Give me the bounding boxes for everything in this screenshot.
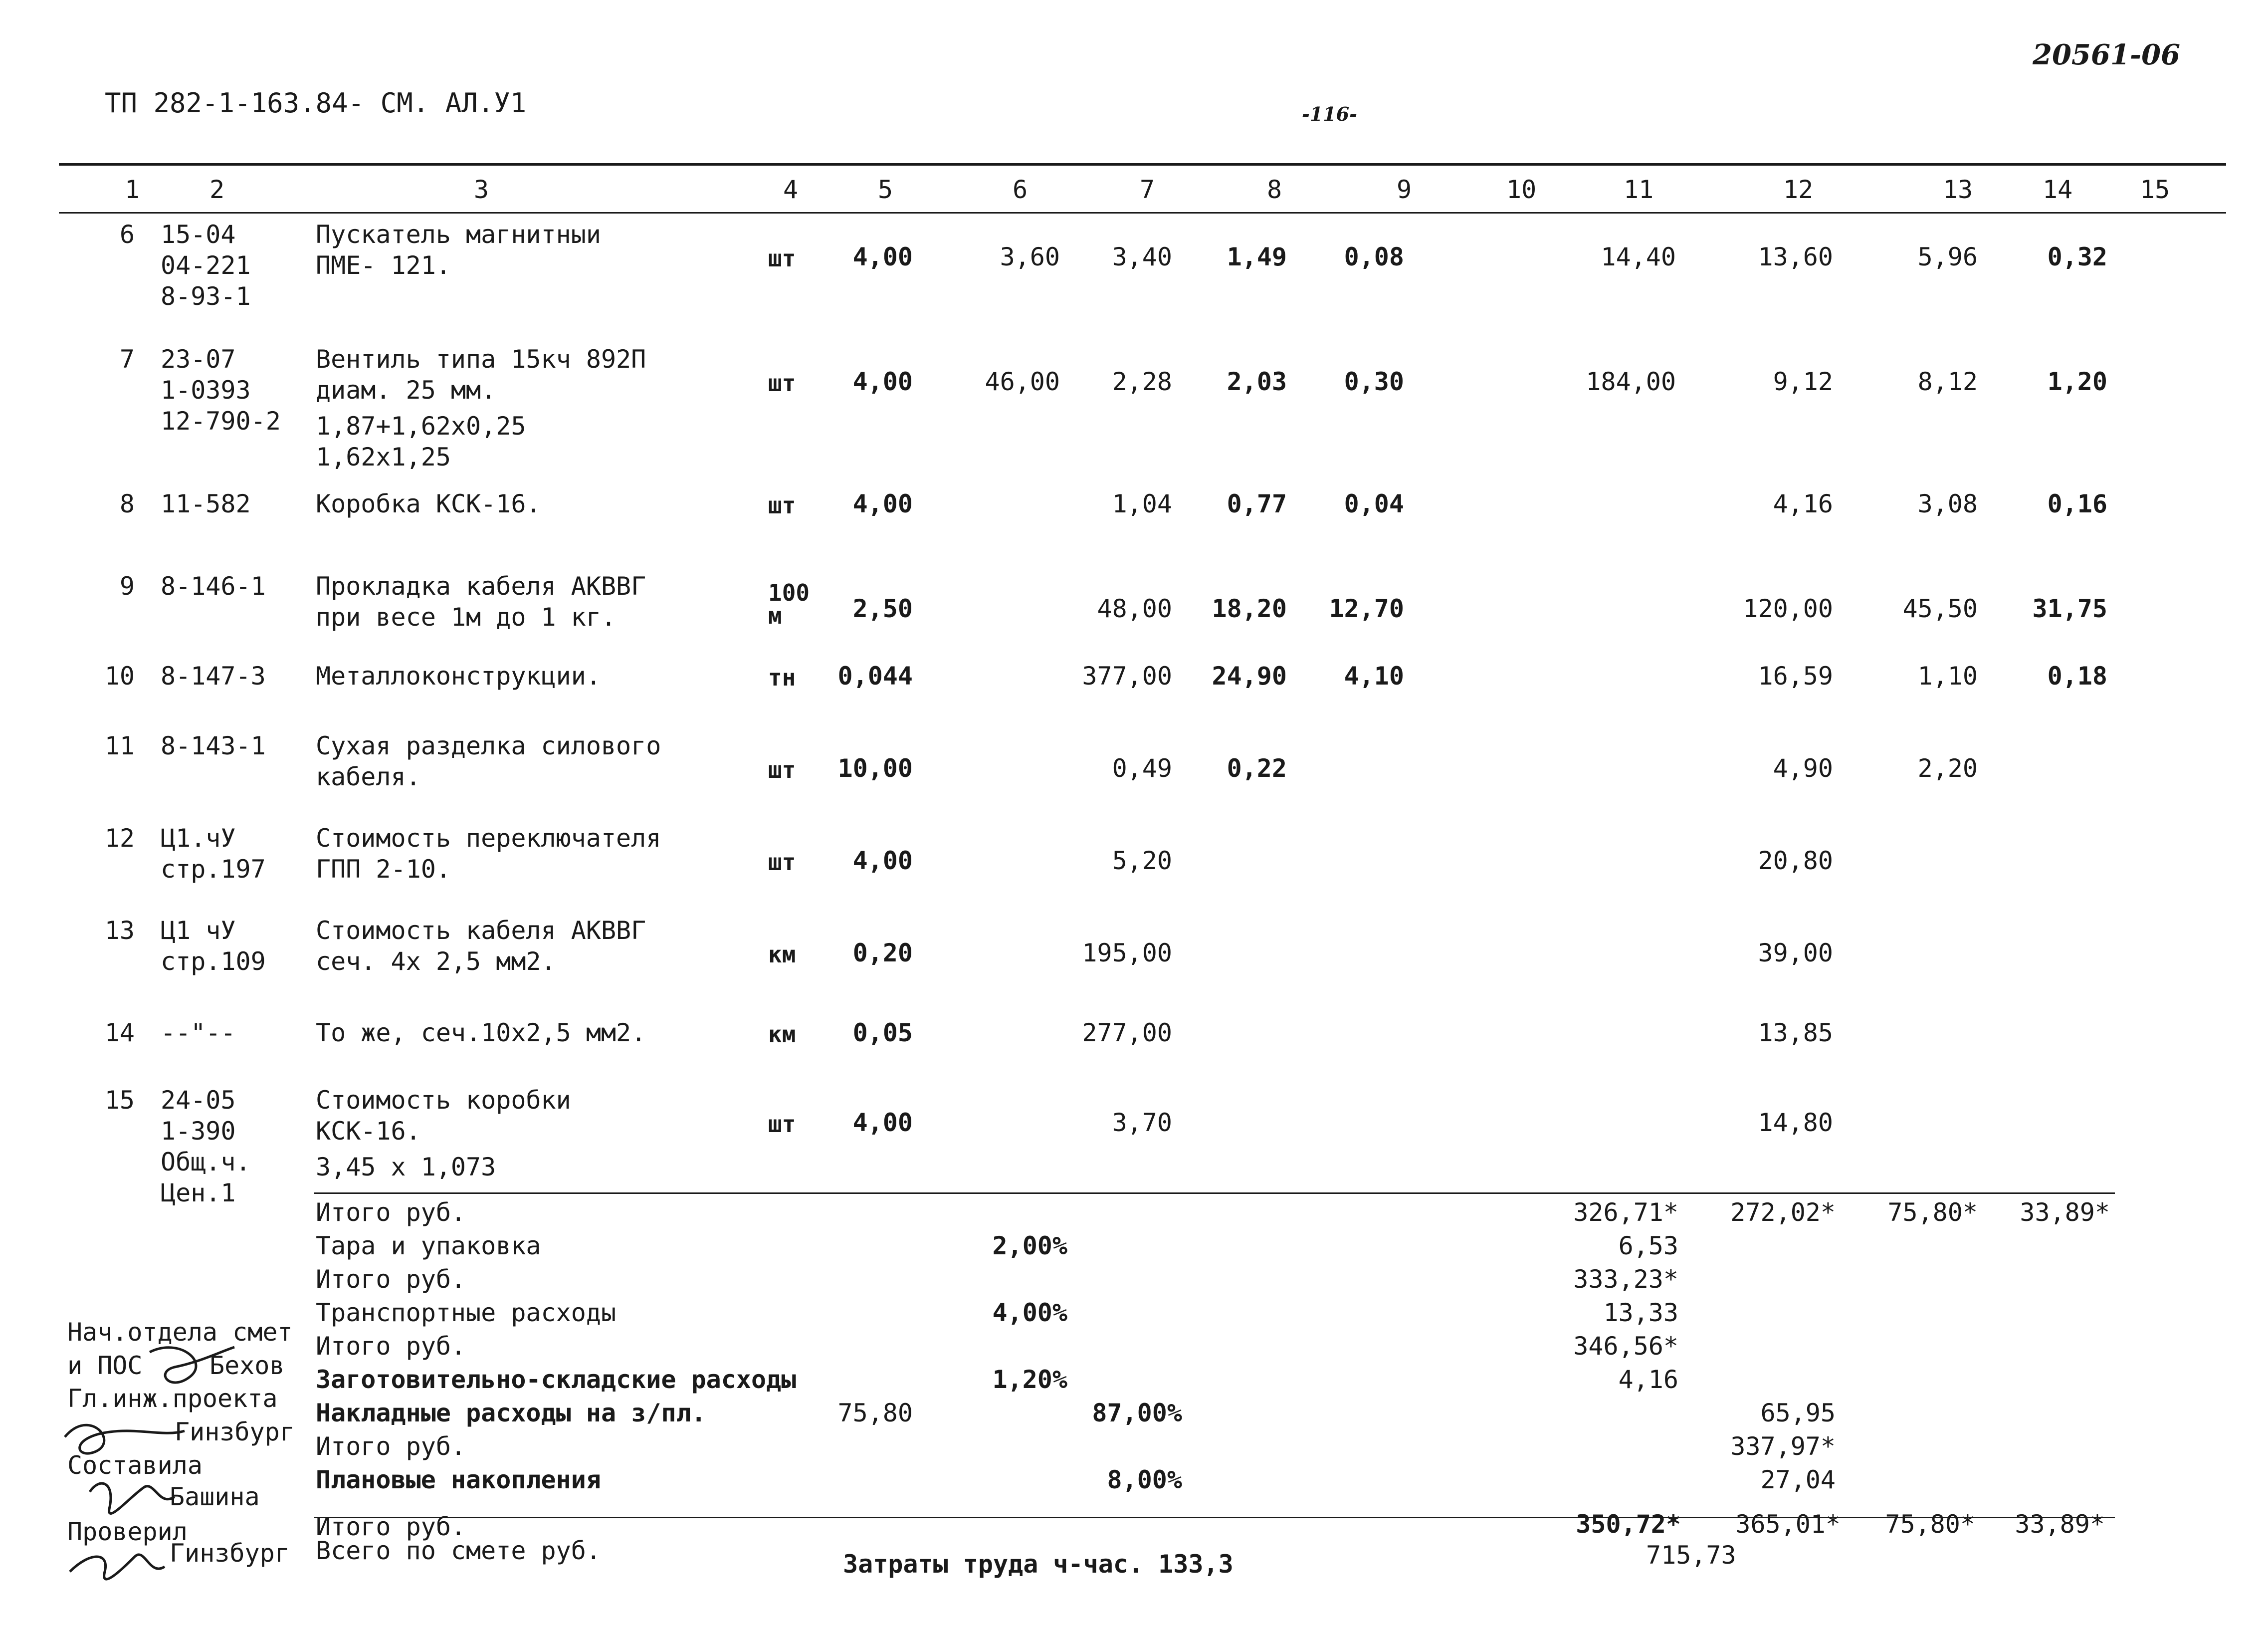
cell-qty: 4,00 bbox=[852, 489, 913, 518]
rows-bottom-rule bbox=[314, 1192, 2115, 1194]
cell-c7: 0,49 bbox=[1112, 754, 1172, 783]
grand-total-value: 715,73 bbox=[1646, 1541, 1736, 1570]
cell-c14: 0,16 bbox=[2047, 489, 2107, 518]
summary-label: Итого руб. bbox=[316, 1332, 466, 1361]
item-name: Вентиль типа 15кч 892П bbox=[316, 345, 646, 374]
cell-c9: 4,10 bbox=[1344, 662, 1404, 691]
summary-label: Итого руб. bbox=[316, 1265, 466, 1294]
price-code: 12-790-2 bbox=[161, 407, 281, 436]
summary-label: Итого руб. bbox=[316, 1432, 466, 1461]
column-number-7: 7 bbox=[1140, 175, 1155, 204]
row-number: 15 bbox=[104, 1086, 135, 1115]
summary-label: Транспортные расходы bbox=[316, 1298, 617, 1327]
unit-of-measure: 100 м bbox=[768, 579, 810, 629]
item-name: кабеля. bbox=[316, 762, 421, 791]
price-code: 1-390 bbox=[161, 1117, 236, 1146]
cell-qty: 2,50 bbox=[852, 594, 913, 623]
row-number: 6 bbox=[119, 220, 135, 249]
item-name: 1,87+1,62х0,25 bbox=[316, 412, 526, 441]
summary-label: Итого руб. bbox=[316, 1198, 466, 1227]
cell-c12: 14,80 bbox=[1758, 1108, 1833, 1137]
price-code: --"-- bbox=[161, 1018, 236, 1047]
cell-c14: 1,20 bbox=[2047, 367, 2107, 396]
price-code: 8-147-3 bbox=[161, 662, 266, 691]
summary-c12: 272,02* bbox=[1730, 1198, 1836, 1227]
summary-label: Плановые накопления bbox=[316, 1465, 601, 1494]
price-code: 11-582 bbox=[161, 489, 251, 518]
cell-c7: 3,40 bbox=[1112, 242, 1172, 271]
cell-qty: 0,20 bbox=[852, 938, 913, 967]
row-number: 13 bbox=[104, 916, 135, 945]
summary-c7: 87,00% bbox=[1092, 1399, 1182, 1427]
item-name: Сухая разделка силового bbox=[316, 731, 661, 760]
column-number-10: 10 bbox=[1506, 175, 1537, 204]
price-code: 8-146-1 bbox=[161, 572, 266, 601]
cell-c12: 39,00 bbox=[1758, 938, 1833, 967]
signature-line-4: Составила bbox=[67, 1451, 203, 1480]
summary-c12: 65,95 bbox=[1760, 1399, 1836, 1427]
summary-label: Заготовительно-складские расходы bbox=[316, 1365, 797, 1394]
price-code: Цен.1 bbox=[161, 1178, 236, 1207]
cell-c12: 16,59 bbox=[1758, 662, 1833, 691]
price-code: 15-04 bbox=[161, 220, 236, 249]
column-number-15: 15 bbox=[2140, 175, 2170, 204]
cell-qty: 4,00 bbox=[852, 1108, 913, 1137]
cell-c7: 195,00 bbox=[1082, 938, 1172, 967]
unit-of-measure: шт bbox=[768, 370, 796, 397]
signature-line-2: и ПОС bbox=[67, 1351, 143, 1380]
unit-of-measure: тн bbox=[768, 664, 796, 691]
item-name: КСК-16. bbox=[316, 1117, 421, 1146]
item-name: Стоимость коробки bbox=[316, 1086, 571, 1115]
summary-label: Тара и упаковка bbox=[316, 1231, 541, 1260]
price-code: 24-05 bbox=[161, 1086, 236, 1115]
column-number-11: 11 bbox=[1624, 175, 1654, 204]
column-number-3: 3 bbox=[474, 175, 489, 204]
cell-c12: 20,80 bbox=[1758, 846, 1833, 875]
price-code: Общ.ч. bbox=[161, 1148, 251, 1176]
item-name: Прокладка кабеля АКВВГ bbox=[316, 572, 646, 601]
final-col12: 365,01* bbox=[1735, 1510, 1841, 1539]
handwritten-signatures bbox=[50, 1317, 349, 1597]
column-number-14: 14 bbox=[2043, 175, 2073, 204]
column-number-6: 6 bbox=[1013, 175, 1028, 204]
signature-name-ginzburg-2: Гинзбург bbox=[170, 1539, 290, 1568]
signature-line-3: Гл.инж.проекта bbox=[67, 1384, 278, 1413]
cell-c11: 184,00 bbox=[1586, 367, 1676, 396]
cell-c9: 0,30 bbox=[1344, 367, 1404, 396]
cell-qty: 0,05 bbox=[852, 1018, 913, 1047]
row-number: 11 bbox=[104, 731, 135, 760]
unit-of-measure: км bbox=[768, 1021, 796, 1048]
column-number-12: 12 bbox=[1783, 175, 1814, 204]
column-number-1: 1 bbox=[125, 175, 140, 204]
cell-c7: 5,20 bbox=[1112, 846, 1172, 875]
cell-qty: 10,00 bbox=[837, 754, 913, 783]
column-number-2: 2 bbox=[209, 175, 225, 204]
cell-c12: 4,90 bbox=[1773, 754, 1833, 783]
unit-of-measure: шт bbox=[768, 1111, 796, 1138]
cell-c8: 0,77 bbox=[1227, 489, 1287, 518]
price-code: стр.197 bbox=[161, 855, 266, 884]
final-col14: 33,89* bbox=[2015, 1510, 2105, 1539]
labor-cost: Затраты труда ч-час. 133,3 bbox=[843, 1550, 1234, 1579]
table-top-rule bbox=[59, 163, 2226, 166]
cell-c14: 31,75 bbox=[2032, 594, 2107, 623]
item-name: 3,45 х 1,073 bbox=[316, 1153, 496, 1181]
column-number-13: 13 bbox=[1943, 175, 1973, 204]
price-code: Ц1.чУ bbox=[161, 824, 236, 853]
item-name: Пускатель магнитныи bbox=[316, 220, 601, 249]
row-number: 14 bbox=[104, 1018, 135, 1047]
cell-c7: 277,00 bbox=[1082, 1018, 1172, 1047]
summary-c6: 1,20% bbox=[992, 1365, 1067, 1394]
unit-of-measure: км bbox=[768, 941, 796, 968]
cell-c14: 0,18 bbox=[2047, 662, 2107, 691]
summary-label: Накладные расходы на з/пл. bbox=[316, 1399, 706, 1427]
summary-c11: 346,56* bbox=[1573, 1332, 1678, 1361]
cell-c12: 120,00 bbox=[1743, 594, 1833, 623]
cell-c11: 14,40 bbox=[1601, 242, 1676, 271]
header-bottom-rule bbox=[59, 212, 2226, 214]
summary-c11: 4,16 bbox=[1618, 1365, 1678, 1394]
signature-line-1: Нач.отдела смет bbox=[67, 1318, 293, 1347]
cell-qty: 0,044 bbox=[837, 662, 913, 691]
item-name: Стоимость переключателя bbox=[316, 824, 661, 853]
summary-c11: 6,53 bbox=[1618, 1231, 1678, 1260]
cell-c7: 48,00 bbox=[1097, 594, 1172, 623]
price-code: 04-221 bbox=[161, 251, 251, 280]
summary-c12: 337,97* bbox=[1730, 1432, 1836, 1461]
price-code: стр.109 bbox=[161, 947, 266, 976]
cell-c6: 3,60 bbox=[1000, 242, 1060, 271]
signature-line-5: Проверил bbox=[67, 1517, 188, 1546]
summary-c11: 326,71* bbox=[1573, 1198, 1678, 1227]
archive-number: 20561-06 bbox=[2033, 38, 2180, 71]
document-code: ТП 282-1-163.84- СМ. АЛ.У1 bbox=[105, 87, 527, 119]
summary-c6: 4,00% bbox=[992, 1298, 1067, 1327]
column-number-8: 8 bbox=[1267, 175, 1282, 204]
price-code: 1-0393 bbox=[161, 376, 251, 405]
cell-c6: 46,00 bbox=[985, 367, 1060, 396]
item-name: при весе 1м до 1 кг. bbox=[316, 603, 617, 632]
final-col11: 350,72* bbox=[1576, 1510, 1681, 1539]
cell-c13: 3,08 bbox=[1917, 489, 1978, 518]
price-code: 23-07 bbox=[161, 345, 236, 374]
column-number-9: 9 bbox=[1397, 175, 1412, 204]
column-number-4: 4 bbox=[783, 175, 799, 204]
cell-qty: 4,00 bbox=[852, 367, 913, 396]
unit-of-measure: шт bbox=[768, 492, 796, 519]
cell-c13: 45,50 bbox=[1902, 594, 1978, 623]
item-name: Металлоконструкции. bbox=[316, 662, 601, 691]
cell-c8: 18,20 bbox=[1212, 594, 1287, 623]
summary-c12: 27,04 bbox=[1760, 1465, 1836, 1494]
cell-c12: 13,60 bbox=[1758, 242, 1833, 271]
row-number: 9 bbox=[119, 572, 135, 601]
cell-c8: 1,49 bbox=[1227, 242, 1287, 271]
cell-c7: 2,28 bbox=[1112, 367, 1172, 396]
item-name: То же, сеч.10х2,5 мм2. bbox=[316, 1018, 646, 1047]
final-itogo-label: Итого руб. bbox=[316, 1512, 466, 1541]
price-code: Ц1 чУ bbox=[161, 916, 236, 945]
cell-c9: 12,70 bbox=[1329, 594, 1404, 623]
item-name: 1,62х1,25 bbox=[316, 443, 451, 471]
item-name: диам. 25 мм. bbox=[316, 376, 496, 405]
cell-qty: 4,00 bbox=[852, 846, 913, 875]
unit-of-measure: шт bbox=[768, 849, 796, 876]
cell-c13: 2,20 bbox=[1917, 754, 1978, 783]
cell-c12: 4,16 bbox=[1773, 489, 1833, 518]
cell-c9: 0,04 bbox=[1344, 489, 1404, 518]
signature-name-ginzburg-1: Гинзбург bbox=[175, 1417, 295, 1446]
summary-c6: 2,00% bbox=[992, 1231, 1067, 1260]
row-number: 8 bbox=[119, 489, 135, 518]
price-code: 8-93-1 bbox=[161, 282, 251, 311]
summary-c11: 13,33 bbox=[1603, 1298, 1678, 1327]
summary-c7: 8,00% bbox=[1107, 1465, 1182, 1494]
cell-c7: 1,04 bbox=[1112, 489, 1172, 518]
cell-c13: 5,96 bbox=[1917, 242, 1978, 271]
signature-name-bekhov: Бехов bbox=[209, 1351, 285, 1380]
unit-of-measure: шт bbox=[768, 756, 796, 783]
item-name: ГПП 2-10. bbox=[316, 855, 451, 884]
price-code: 8-143-1 bbox=[161, 731, 266, 760]
page-number: -116- bbox=[1302, 103, 1357, 125]
cell-c7: 377,00 bbox=[1082, 662, 1172, 691]
row-number: 12 bbox=[104, 824, 135, 853]
signature-name-bashina: Башина bbox=[170, 1482, 260, 1511]
cell-c8: 24,90 bbox=[1212, 662, 1287, 691]
cell-c9: 0,08 bbox=[1344, 242, 1404, 271]
summary-c5: 75,80 bbox=[837, 1399, 913, 1427]
item-name: ПМЕ- 121. bbox=[316, 251, 451, 280]
cell-c13: 8,12 bbox=[1917, 367, 1978, 396]
column-number-5: 5 bbox=[878, 175, 893, 204]
summary-c14: 33,89* bbox=[2020, 1198, 2110, 1227]
item-name: Коробка КСК-16. bbox=[316, 489, 541, 518]
row-number: 10 bbox=[104, 662, 135, 691]
cell-c7: 3,70 bbox=[1112, 1108, 1172, 1137]
cell-c14: 0,32 bbox=[2047, 242, 2107, 271]
summary-c13: 75,80* bbox=[1887, 1198, 1978, 1227]
cell-c8: 0,22 bbox=[1227, 754, 1287, 783]
summary-c11: 333,23* bbox=[1573, 1265, 1678, 1294]
final-col13: 75,80* bbox=[1885, 1510, 1975, 1539]
final-rule bbox=[314, 1517, 2115, 1518]
unit-of-measure: шт bbox=[768, 245, 796, 272]
cell-qty: 4,00 bbox=[852, 242, 913, 271]
item-name: сеч. 4х 2,5 мм2. bbox=[316, 947, 556, 976]
cell-c12: 13,85 bbox=[1758, 1018, 1833, 1047]
cell-c8: 2,03 bbox=[1227, 367, 1287, 396]
cell-c12: 9,12 bbox=[1773, 367, 1833, 396]
row-number: 7 bbox=[119, 345, 135, 374]
cell-c13: 1,10 bbox=[1917, 662, 1978, 691]
grand-total-label: Всего по смете руб. bbox=[316, 1536, 601, 1565]
item-name: Стоимость кабеля АКВВГ bbox=[316, 916, 646, 945]
